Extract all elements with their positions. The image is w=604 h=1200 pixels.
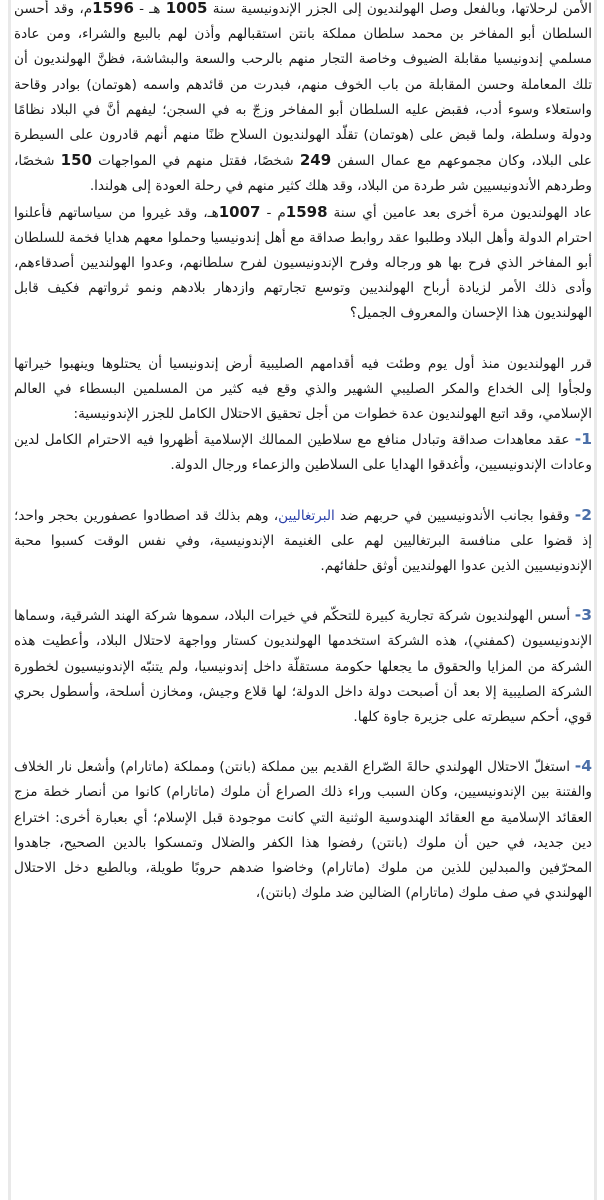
text-segment: هـ -	[139, 1, 161, 17]
text-segment: شخصًا، فقتل منهم في المواجهات	[98, 153, 294, 170]
list-item-3	[14, 603, 592, 730]
year-gregorian: 1598	[285, 202, 328, 221]
list-number: 1-	[574, 430, 592, 449]
text-segment: الأمن لرحلاتها، وبالفعل وصل الهولنديون إلى الجزر الإندونيسية سنة	[212, 1, 592, 17]
paragraph-spacer	[14, 327, 592, 352]
list-item-4	[14, 754, 592, 906]
paragraph-occupation-plan: قرر الهولنديون منذ أول يوم وطئت فيه أقدامهم الصليبية أرض إندونيسيا أن يحتلوها وينهبوا خيراتها ولجأوا إلى الخداع والمكر الصليبي الشهير والذي وقع فيه كثير من المسلمين البسطاء في العالم الإسلامي، وقد اتبع الهولنديون عدة خطوات من أجل تحقيق الاحتلال الكامل للجزر الإندونيسية:	[14, 355, 592, 423]
text-segment: م، وقد أحسن السلطان أبو المفاخر بن محمد سلطان مملكة بانتن استقبالهم وأذن لهم بالبيع والشراء، ومن عادة مسلمي إندونيسيا مقابلة الضيوف وخاصة التجار منهم بالرحب والسعة والبشاشة، فظنَّ الهولنديون أن تلك المعاملة وحسن المقابلة من باب الخوف منهم، فبدرت من قائدهم واسمه (هوتمان) بوادر وقاحة واستعلاء وسوء أدب، فقبض عليه السلطان أبو المفاخر وزجّ به في السجن؛ ليفهم أنَّ في البلاد نظامًا ودولة وسلطة، ولما قبض على (هوتمان) تقلّد الهولنديون السلاح ظنًا منهم أنهم قادرون على السيطرة على البلاد، وكان مجموعهم مع عمال السفن	[14, 1, 592, 170]
text-segment: شخصًا، وطردهم الأندونيسيين شر طردة من البلاد، وقد هلك كثير منهم في رحلة العودة إلى هولندا.	[14, 153, 592, 195]
left-border	[8, 0, 11, 1200]
list-number: 4-	[574, 757, 592, 776]
list-item-1	[14, 427, 592, 478]
paragraph-hotman-arrival	[14, 0, 592, 200]
year-gregorian: 1596	[92, 0, 134, 17]
list-item-text: استغلّ الاحتلال الهولندي حالةَ الصّراع القديم بين مملكة (بانتن) ومملكة (ماتارام) وأشعل نار الخلاف والفتنة بين الإندونيسيين، وكان السبب وراء ذلك الصراع أن ملوك (ماتارام) كانوا من أنصار خطة مزج العقائد الإسلامية مع العقائد الهندوسية الوثنية التي كانت موجودة قبل الإسلام؛ أي بعبارة أخرى: اختراع دين جديد، في حين أن ملوك (بانتن) رفضوا هذا الكفر والضلال وتمسكوا بالدين الصحيح، جاهدوا المحرّفين والمبدلين للذين من ملوك (ماتارام) وخاضوا ضدهم حروبًا طويلة، وبالطبع دخل الاحتلال الهولندي في صف ملوك (ماتارام) الضالين ضد ملوك (بانتن)،	[14, 759, 592, 902]
year-hijri: 1005	[165, 0, 208, 17]
list-item-text: وقفوا بجانب الأندونيسيين في حربهم ضد	[340, 507, 570, 524]
list-item-text: ، وهم بذلك قد اصطادوا عصفورين بحجر واحد؛ إذ قضوا على منافسة البرتغاليين لهم على الغنيمة الإندونيسية، وفي نفس الوقت كسبوا محبة الإندونيسيين الذين عدوا الهولنديين أوثق حلفائهم.	[14, 507, 592, 575]
text-segment: هـ، وقد غيروا من سياساتهم فأعلنوا احترام الدولة وأهل البلاد وطلبوا عقد روابط صداقة مع أهل إندونيسيا وحملوا معهم هدايا فخمة للسلطان أبو المفاخر الذي فرح بها هو ورجاله وفرح الإندونيسيون لفرح سلطانهم، وعدوا الهولنديين أصدقاءهم، وأدى ذلك الأمر لزيادة أرباح الهولنديين وتوسع تجارتهم وازدهار بلادهم ونمو ثرواتهم فكيف قابل الهولنديون هذا الإحسان والمعروف الجميل؟	[14, 204, 592, 322]
list-number: 3-	[574, 606, 592, 625]
text-segment: م -	[266, 204, 286, 221]
list-item-text: أسس الهولنديون شركة تجارية كبيرة للتحكّم في خيرات البلاد، سموها شركة الهند الشرقية، وسماها الإندونيسيون (كمفني)، هذه الشركة استخدمها الهولنديون كستار وواجهة لاحتلال البلاد، وأعطيت هذه الشركة من المزايا والحقوق ما يجعلها حكومة مستقلّة داخل إندونيسيا، ولم يتنبّه الإندونيسيون لخطورة الشركة الصليبية إلا بعد أن أصبحت دولة داخل الدولة؛ لها قلاع وجيش، ومخازن أسلحة، وأسطول بحري قوي، أحكم سيطرته على جزيرة جاوة كلها.	[14, 608, 592, 726]
year-hijri: 1007	[218, 202, 261, 221]
list-item-2	[14, 503, 592, 580]
link-portuguese[interactable]: البرتغاليين	[278, 507, 335, 524]
list-item-text: عقد معاهدات صداقة وتبادل منافع مع سلاطين الممالك الإسلامية أظهروا فيه الاحترام الكامل لدين وعادات الإندونيسيين، وأغدقوا الهدايا على السلاطين والزعماء ورجال الدولة.	[14, 432, 592, 474]
crew-count: 249	[299, 151, 332, 170]
killed-count: 150	[60, 151, 92, 170]
article-body	[14, 0, 592, 907]
paragraph-spacer	[14, 479, 592, 503]
text-segment: عاد الهولنديون مرة أخرى بعد عامين أي سنة	[333, 204, 592, 221]
paragraph-spacer	[14, 730, 592, 754]
paragraph-dutch-return	[14, 200, 592, 327]
paragraph-spacer	[14, 579, 592, 603]
list-number: 2-	[574, 505, 592, 524]
right-border	[594, 0, 597, 1200]
